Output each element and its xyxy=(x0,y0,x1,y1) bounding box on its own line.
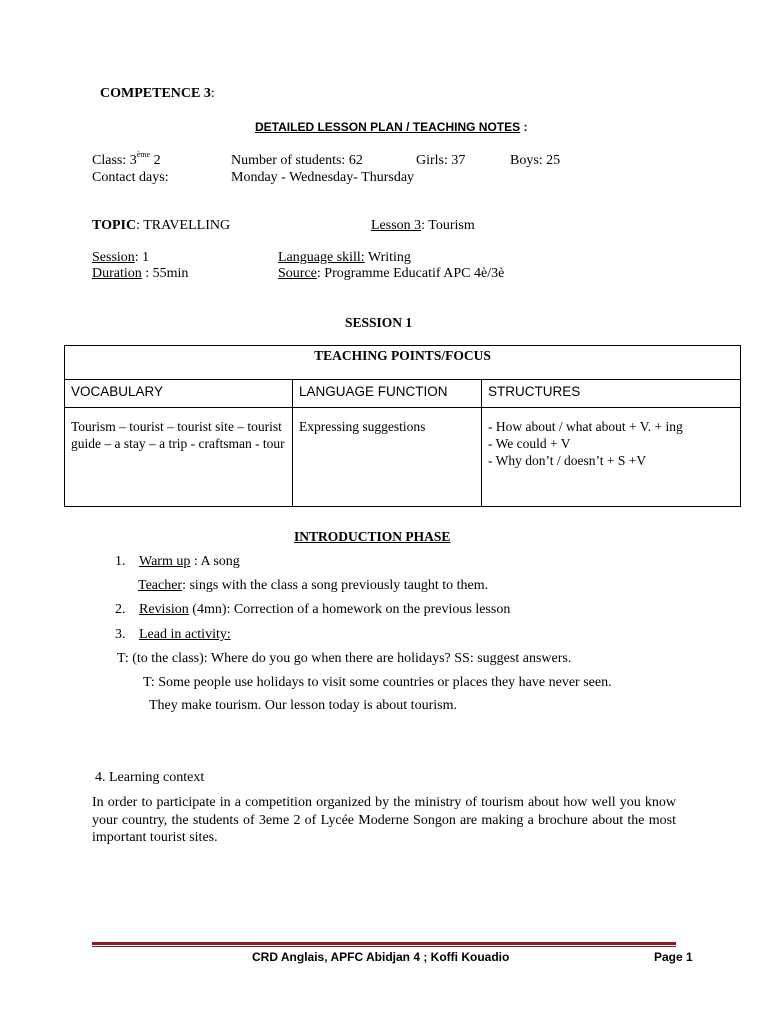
class-field xyxy=(92,150,161,169)
duration-label: Duration xyxy=(92,266,142,281)
footer-rule xyxy=(92,942,676,945)
page-number: Page 1 xyxy=(654,950,693,964)
topic-field xyxy=(92,218,230,234)
teacher-line xyxy=(138,578,488,594)
skill-field xyxy=(278,250,411,266)
lesson-value: : Tourism xyxy=(421,218,475,233)
session-title: SESSION 1 xyxy=(345,315,413,330)
competence-heading xyxy=(100,86,215,102)
intro-item-3 xyxy=(115,627,231,643)
class-label: Class: 3 xyxy=(92,153,137,168)
footer-author: CRD Anglais, APFC Abidjan 4 ; Koffi Kouadio xyxy=(252,950,510,964)
table-title: TEACHING POINTS/FOCUS xyxy=(65,346,741,380)
header-vocabulary: VOCABULARY xyxy=(65,380,293,408)
lead-in-line-2: T: Some people use holidays to visit some countries or places they have never seen. xyxy=(143,675,612,690)
lesson-label: Lesson 3 xyxy=(371,218,422,233)
table-header-row xyxy=(65,380,741,408)
competence-colon: : xyxy=(210,86,215,101)
structure-item: - Why don’t / doesn’t + S +V xyxy=(488,453,647,468)
context-paragraph: In order to participate in a competition organized by the ministry of tourism about how well you know your country, the students of 3eme 2 of Lycée Moderne Songon are making a brochure about the most important tourist sites. xyxy=(92,795,676,845)
contact-days: Monday - Wednesday- Thursday xyxy=(231,170,415,185)
lead-in-line-3: They make tourism. Our lesson today is about tourism. xyxy=(149,698,457,713)
source-label: Source xyxy=(278,266,317,281)
boys-count: Boys: 25 xyxy=(510,153,561,168)
structure-item: - We could + V xyxy=(488,436,571,451)
item-number: 1. xyxy=(115,554,126,569)
function-cell: Expressing suggestions xyxy=(293,408,482,507)
header-language-function: LANGUAGE FUNCTION xyxy=(293,380,482,408)
teacher-label: Teacher xyxy=(138,578,183,593)
context-title: 4. Learning context xyxy=(95,770,205,785)
warm-up-label: Warm up xyxy=(139,554,191,569)
warm-up-value: : A song xyxy=(190,554,240,569)
intro-item-2 xyxy=(115,602,510,618)
teacher-text: : sings with the class a song previously taught to them. xyxy=(182,578,489,593)
contact-label: Contact days: xyxy=(92,170,169,185)
header-structures: STRUCTURES xyxy=(482,380,741,408)
lesson-field xyxy=(371,218,475,234)
session-field xyxy=(92,250,149,266)
skill-value: Writing xyxy=(364,250,411,265)
class-sup: ème xyxy=(136,150,151,160)
revision-value: (4mn): Correction of a homework on the previous lesson xyxy=(188,602,511,617)
structure-item: - How about / what about + V. + ing xyxy=(488,419,683,434)
duration-value: : 55min xyxy=(141,266,189,281)
table-row xyxy=(65,408,741,507)
structures-cell xyxy=(482,408,741,507)
session-label: Session xyxy=(92,250,135,265)
item-number: 3. xyxy=(115,627,126,642)
intro-item-1 xyxy=(115,554,240,570)
plan-title-colon: : xyxy=(523,120,528,134)
intro-title: INTRODUCTION PHASE xyxy=(294,529,451,544)
students-count: Number of students: 62 xyxy=(231,153,363,168)
item-number: 2. xyxy=(115,602,126,617)
teaching-points-table xyxy=(64,345,741,507)
topic-label: TOPIC xyxy=(92,218,137,233)
revision-label: Revision xyxy=(139,602,189,617)
class-number: 2 xyxy=(153,153,161,168)
source-field xyxy=(278,266,504,282)
girls-count: Girls: 37 xyxy=(416,153,466,168)
lead-in-label: Lead in activity: xyxy=(139,627,231,642)
footer-rule-thin xyxy=(92,946,676,947)
lead-in-line-1: T: (to the class): Where do you go when there are holidays? SS: suggest answers. xyxy=(117,651,572,666)
session-value: : 1 xyxy=(134,250,150,265)
skill-label: Language skill: xyxy=(278,250,365,265)
plan-title xyxy=(255,120,527,134)
competence-label: COMPETENCE 3 xyxy=(100,86,211,101)
source-value: : Programme Educatif APC 4è/3è xyxy=(316,266,505,281)
duration-field xyxy=(92,266,188,282)
plan-title-text: DETAILED LESSON PLAN / TEACHING NOTES xyxy=(255,120,521,134)
vocabulary-cell: Tourism – tourist – tourist site – tourist guide – a stay – a trip - craftsman - tour xyxy=(65,408,293,507)
topic-value: : TRAVELLING xyxy=(136,218,231,233)
